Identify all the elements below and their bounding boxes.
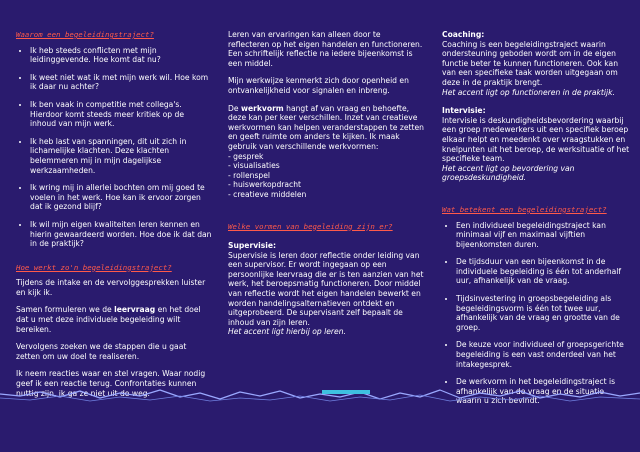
heading-meaning: Wat betekent een begeleidingstraject? [442, 204, 607, 214]
paragraph-reactions: Ik neem reacties waar en stel vragen. Waar nodig geef ik een reactie terug. Confrontaties kunnen nuttig zijn, ik ga ze niet uit de weg. [16, 369, 206, 398]
list-item: - huiswerkopdracht [228, 180, 424, 190]
column-right [442, 30, 632, 414]
heading-forms: Welke vormen van begeleiding zijn er? [228, 221, 393, 231]
coaching-title: Coaching: [442, 30, 485, 39]
list-item: - gesprek [228, 152, 424, 162]
list-item: • Ik weet niet wat ik met mijn werk wil. Hoe kom ik daar nu achter? [30, 73, 212, 92]
wave-line [0, 390, 640, 399]
text-span: De [228, 103, 241, 113]
keyword-leervraag: leervraag [114, 305, 156, 315]
heading-how: Hoe werkt zo'n begeleidingstraject? [16, 262, 172, 272]
list-item: • De keuze voor individueel of groepsgerichte begeleiding is een vast onderdeel van het intakegesprek. [456, 340, 632, 369]
list-item: • Een individueel begeleidingstraject kan minimaal vijf en maximaal vijftien bijeenkomsten duren. [456, 221, 632, 250]
intervisie-accent: Het accent ligt op bevordering van groepsdeskundigheid. [442, 163, 575, 183]
paragraph-werkvorm [228, 104, 424, 152]
wave-accent-bar [322, 390, 370, 394]
list-item: • Ik heb last van spanningen, dit uit zich in lichamelijke klachten. Deze klachten belemmeren mij in mijn dagelijkse werkzaamheden. [30, 137, 212, 175]
supervisie-accent: Het accent ligt hierbij op leren. [228, 327, 346, 337]
intervisie-title: Intervisie: [442, 106, 486, 116]
supervisie-title: Supervisie: [228, 241, 277, 251]
paragraph-openness: Mijn werkwijze kenmerkt zich door openheid en ontvankelijkheid voor signalen en inbreng. [228, 76, 409, 95]
list-item: • Tijdsinvestering in groepsbegeleiding als begeleidingsvorm is één tot twee uur, afhankelijk van de vraag en grootte van de groep. [456, 294, 632, 332]
list-item: - rollenspel [228, 171, 424, 181]
list-item: • Ik heb steeds conflicten met mijn leidinggevende. Hoe komt dat nu? [30, 46, 212, 65]
list-item: • Ik wil mijn eigen kwaliteiten leren kennen en hierin gewaardeerd worden. Hoe doe ik dat dan in de praktijk? [30, 220, 212, 249]
coaching-accent: Het accent ligt op functioneren in de praktijk. [442, 87, 615, 97]
supervisie-text: Supervisie is leren door reflectie onder leiding van een supervisor. Er wordt ingegaan op een persoonlijke leervraag die er is ten aanzien van het werk, het beroepsmatig functioneren. Door middel van reflectie wordt het eigen handelen bewerkt en worden handelingsalternatieven ontdekt en uitgeprobeerd. De supervisant zelf bepaalt de inhoud van zijn leren. [228, 250, 424, 327]
keyword-werkvorm: werkvorm [240, 103, 284, 113]
list-item: • Ik ben vaak in competitie met collega's. Hierdoor komt steeds meer kritiek op de inhoud van mijn werk. [30, 100, 212, 129]
heading-why: Waarom een begeleidingstraject? [16, 30, 154, 39]
question-list [16, 46, 212, 249]
wave-line-secondary [0, 395, 640, 401]
list-item: • De werkvorm in het begeleidingstraject is afhankelijk van de vraag en de situatie waarin u zich bevindt. [456, 377, 632, 406]
paragraph-intake: Tijdens de intake en de vervolggesprekken luister en kijk ik. [16, 278, 206, 297]
method-list [228, 152, 424, 200]
list-item: • De tijdsduur van een bijeenkomst in de individuele begeleiding is één tot anderhalf uur, afhankelijk van de vraag. [456, 257, 632, 286]
list-item: • Ik wring mij in allerlei bochten om mij goed te voelen in het werk. Hoe kan ik ervoor zorgen dat ik gezond blijf? [30, 183, 212, 212]
paragraph-reflection: Leren van ervaringen kan alleen door te reflecteren op het eigen handelen en functioneren. Een schriftelijk reflectie na iedere bijeenkomst is een middel. [228, 30, 423, 68]
decorative-wave [0, 378, 640, 412]
paragraph-steps: Vervolgens zoeken we de stappen die u gaat zetten om uw doel te realiseren. [16, 342, 187, 361]
column-left [16, 30, 212, 406]
text-span: en het doel dat u met deze individuele begeleiding wilt bereiken. [16, 305, 201, 334]
list-item: - creatieve middelen [228, 190, 424, 200]
paragraph-leervraag [16, 305, 212, 334]
list-item: - visualisaties [228, 161, 424, 171]
text-span: Samen formuleren we de [16, 305, 115, 315]
column-middle [228, 30, 424, 337]
coaching-text: Coaching is een begeleidingstraject waarin ondersteuning geboden wordt om in de eigen functie beter te kunnen functioneren. Ook kan van een specifieke taak worden uitgegaan om deze in de praktijk brengt. [442, 39, 619, 87]
intervisie-text: Intervisie is deskundigheidsbevordering waarbij een groep medewerkers uit een specifiek beroep elkaar helpt en meedenkt over vraagstukken en knelpunten uit het beroep, de werksituatie of het specifieke team. [442, 115, 630, 164]
text-span: hangt af van vraag en behoefte, deze kan per keer verschillen. Inzet van creatieve werkvormen kan helpen veranderstappen te zetten en geeft ruimte om anders te kijken. Ik maak gebruik van verschillende werkvormen: [228, 103, 424, 151]
